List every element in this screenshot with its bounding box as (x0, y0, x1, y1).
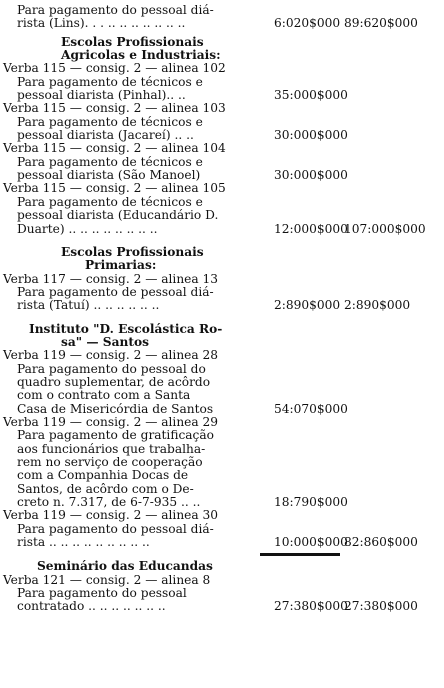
line-text: Para pagamento de pessoal diá- (17, 284, 214, 299)
line-text: rem no serviço de cooperação (17, 455, 203, 469)
section-total: 27:380$000 (344, 599, 418, 614)
line-text: pessoal diarista (Jacareí) .. .. (17, 128, 194, 143)
item-amount: 30:000$000 (274, 128, 348, 143)
line-text: Duarte) .. .. .. .. .. .. .. .. (17, 221, 158, 236)
line-text: com o contrato com a Santa (17, 388, 191, 403)
line-text: Para pagamento do pessoal (17, 586, 187, 601)
item-amount: 54:070$000 (274, 401, 348, 416)
line-text: rista (Lins). . . .. .. .. .. .. .. .. (17, 16, 186, 31)
line-text: rista (Tatuí) .. .. .. .. .. .. (17, 298, 160, 313)
item-amount: 6:020$000 (274, 16, 341, 31)
line-text: Casa de Misericórdia de Santos (17, 401, 214, 416)
item-amount: 18:790$000 (274, 495, 348, 510)
section-heading: Agricolas e Industriais: (61, 48, 221, 63)
section-heading: Escolas Profissionais (61, 34, 204, 49)
line-text: Para pagamento do pessoal diá- (17, 521, 214, 536)
verba-line: Verba 117 — consig. 2 — alinea 13 (3, 271, 219, 286)
item-amount: 27:380$000 (274, 599, 348, 614)
line-text: contratado .. .. .. .. .. .. .. (17, 599, 166, 614)
line-text: Para pagamento de técnicos e (17, 74, 203, 89)
line-text: Para pagamento do pessoal diá- (17, 3, 214, 17)
line-text: rista .. .. .. .. .. .. .. .. .. (17, 535, 150, 550)
line-text: Para pagamento de técnicos e (17, 154, 203, 169)
item-amount: 2:890$000 (274, 298, 341, 313)
line-text: creto n. 7.317, de 6-7-935 .. .. (17, 495, 201, 510)
section-heading: Instituto "D. Escolástica Ro- (29, 321, 223, 336)
line-text: pessoal diarista (Educandário D. (17, 208, 219, 223)
separator-rule (260, 553, 340, 556)
verba-line: Verba 115 — consig. 2 — alinea 105 (3, 181, 226, 196)
verba-line: Verba 115 — consig. 2 — alinea 102 (3, 61, 226, 76)
line-text: pessoal diarista (Pinhal).. .. (17, 88, 186, 103)
line-text: Para pagamento do pessoal do (17, 361, 206, 376)
line-text: pessoal diarista (São Manoel) (17, 168, 201, 183)
line-text: Para pagamento de gratificação (17, 428, 214, 443)
verba-line: Verba 119 — consig. 2 — alinea 28 (3, 348, 219, 363)
budget-column (3, 4, 439, 614)
section-heading: Primarias: (85, 258, 157, 273)
verba-line: Verba 121 — consig. 2 — alinea 8 (3, 572, 211, 587)
item-amount: 35:000$000 (274, 88, 348, 103)
line-text: Santos, de acôrdo com o De- (17, 481, 194, 496)
item-amount: 12:000$000 (274, 221, 348, 236)
line-text: quadro suplementar, de acôrdo (17, 374, 211, 389)
section-heading: sa" — Santos (61, 334, 149, 349)
item-amount: 10:000$000 (274, 535, 348, 550)
section-total: 82:860$000 (344, 535, 418, 550)
section-heading: Seminário das Educandas (37, 559, 213, 574)
verba-line: Verba 119 — consig. 2 — alinea 29 (3, 414, 219, 429)
item-amount: 30:000$000 (274, 168, 348, 183)
verba-line: Verba 115 — consig. 2 — alinea 104 (3, 141, 226, 156)
verba-line: Verba 119 — consig. 2 — alinea 30 (3, 508, 219, 523)
verba-line: Verba 115 — consig. 2 — alinea 103 (3, 101, 226, 116)
line-text: Para pagamento de técnicos e (17, 114, 203, 129)
line-text: com a Companhia Docas de (17, 468, 189, 483)
section-heading: Escolas Profissionais (61, 244, 204, 259)
section-total: 2:890$000 (344, 298, 411, 313)
section-total: 89:620$000 (344, 16, 418, 31)
line-text: Para pagamento de técnicos e (17, 194, 203, 209)
line-text: aos funcionários que trabalha- (17, 441, 206, 456)
section-total: 107:000$000 (344, 221, 426, 236)
